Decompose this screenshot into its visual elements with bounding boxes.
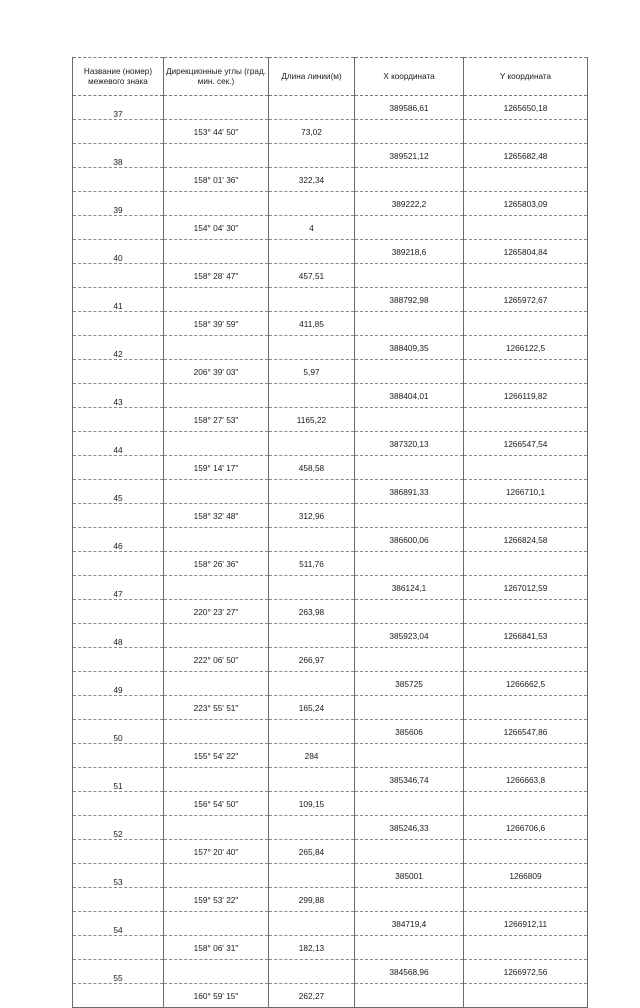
y-coordinate-cell (464, 792, 588, 816)
y-coordinate-cell (464, 408, 588, 432)
point-name-cell: 41 (73, 288, 164, 312)
point-name-cell: 42 (73, 336, 164, 360)
table-row (73, 768, 588, 792)
directional-angle-cell (164, 624, 269, 648)
table-row (73, 360, 588, 384)
point-name-cell: 54 (73, 912, 164, 936)
x-coordinate-cell (355, 600, 464, 624)
table-row (73, 312, 588, 336)
x-coordinate-cell (355, 312, 464, 336)
table-row (73, 504, 588, 528)
line-length-cell (269, 864, 355, 888)
x-coordinate-cell: 388792,98 (355, 288, 464, 312)
x-coordinate-cell (355, 744, 464, 768)
point-name-cell: 50 (73, 720, 164, 744)
directional-angle-cell (164, 336, 269, 360)
line-length-cell: 511,76 (269, 552, 355, 576)
x-coordinate-cell: 389222,2 (355, 192, 464, 216)
y-coordinate-cell: 1265682,48 (464, 144, 588, 168)
line-length-cell (269, 672, 355, 696)
line-length-cell: 263,98 (269, 600, 355, 624)
line-length-cell (269, 528, 355, 552)
y-coordinate-cell (464, 984, 588, 1008)
line-length-cell (269, 912, 355, 936)
y-coordinate-cell: 1266824,58 (464, 528, 588, 552)
table-row (73, 864, 588, 888)
boundary-coordinates-table (72, 57, 588, 1008)
table-row (73, 672, 588, 696)
point-name-cell (73, 600, 164, 624)
directional-angle-cell: 153° 44' 50" (164, 120, 269, 144)
y-coordinate-cell (464, 888, 588, 912)
line-length-cell (269, 384, 355, 408)
table-row (73, 216, 588, 240)
x-coordinate-cell (355, 168, 464, 192)
x-coordinate-cell: 389586,61 (355, 96, 464, 120)
x-coordinate-cell: 386600,06 (355, 528, 464, 552)
x-coordinate-cell (355, 888, 464, 912)
y-coordinate-cell (464, 744, 588, 768)
line-length-cell: 165,24 (269, 696, 355, 720)
point-name-cell (73, 264, 164, 288)
y-coordinate-cell: 1266972,56 (464, 960, 588, 984)
header-x-coordinate: X координата (355, 58, 464, 96)
directional-angle-cell (164, 672, 269, 696)
directional-angle-cell (164, 816, 269, 840)
directional-angle-cell (164, 384, 269, 408)
directional-angle-cell (164, 768, 269, 792)
line-length-cell (269, 432, 355, 456)
point-name-cell (73, 792, 164, 816)
point-name-cell (73, 648, 164, 672)
y-coordinate-cell (464, 216, 588, 240)
x-coordinate-cell: 388409,35 (355, 336, 464, 360)
line-length-cell: 411,85 (269, 312, 355, 336)
directional-angle-cell (164, 96, 269, 120)
line-length-cell: 458,58 (269, 456, 355, 480)
point-name-cell: 46 (73, 528, 164, 552)
point-name-cell (73, 168, 164, 192)
x-coordinate-cell: 385246,33 (355, 816, 464, 840)
y-coordinate-cell (464, 120, 588, 144)
point-name-cell (73, 504, 164, 528)
y-coordinate-cell: 1266119,82 (464, 384, 588, 408)
line-length-cell (269, 288, 355, 312)
point-name-cell: 51 (73, 768, 164, 792)
y-coordinate-cell: 1266809 (464, 864, 588, 888)
x-coordinate-cell (355, 120, 464, 144)
x-coordinate-cell (355, 984, 464, 1008)
x-coordinate-cell: 386124,1 (355, 576, 464, 600)
point-name-cell (73, 552, 164, 576)
x-coordinate-cell: 384568,96 (355, 960, 464, 984)
y-coordinate-cell: 1266912,11 (464, 912, 588, 936)
line-length-cell (269, 720, 355, 744)
x-coordinate-cell: 385606 (355, 720, 464, 744)
line-length-cell: 5,97 (269, 360, 355, 384)
line-length-cell (269, 576, 355, 600)
line-length-cell (269, 816, 355, 840)
x-coordinate-cell (355, 360, 464, 384)
table-row (73, 288, 588, 312)
line-length-cell (269, 480, 355, 504)
x-coordinate-cell: 385346,74 (355, 768, 464, 792)
y-coordinate-cell (464, 168, 588, 192)
directional-angle-cell (164, 288, 269, 312)
point-name-cell (73, 696, 164, 720)
y-coordinate-cell: 1266122,5 (464, 336, 588, 360)
directional-angle-cell (164, 192, 269, 216)
table-row (73, 720, 588, 744)
y-coordinate-cell: 1266706,6 (464, 816, 588, 840)
y-coordinate-cell: 1265972,67 (464, 288, 588, 312)
line-length-cell: 262,27 (269, 984, 355, 1008)
point-name-cell (73, 408, 164, 432)
y-coordinate-cell: 1266841,53 (464, 624, 588, 648)
directional-angle-cell: 160° 59' 15" (164, 984, 269, 1008)
directional-angle-cell (164, 480, 269, 504)
x-coordinate-cell (355, 552, 464, 576)
line-length-cell (269, 192, 355, 216)
directional-angle-cell (164, 960, 269, 984)
directional-angle-cell: 158° 32' 48" (164, 504, 269, 528)
x-coordinate-cell (355, 648, 464, 672)
line-length-cell (269, 144, 355, 168)
line-length-cell (269, 240, 355, 264)
x-coordinate-cell: 385001 (355, 864, 464, 888)
header-y-coordinate: Y координата (464, 58, 588, 96)
point-name-cell (73, 744, 164, 768)
x-coordinate-cell (355, 936, 464, 960)
point-name-cell: 40 (73, 240, 164, 264)
line-length-cell: 109,15 (269, 792, 355, 816)
line-length-cell: 284 (269, 744, 355, 768)
directional-angle-cell: 154° 04' 30" (164, 216, 269, 240)
directional-angle-cell (164, 576, 269, 600)
line-length-cell (269, 624, 355, 648)
y-coordinate-cell (464, 648, 588, 672)
y-coordinate-cell: 1266547,86 (464, 720, 588, 744)
line-length-cell (269, 96, 355, 120)
line-length-cell: 182,13 (269, 936, 355, 960)
table-row (73, 624, 588, 648)
point-name-cell (73, 936, 164, 960)
point-name-cell: 37 (73, 96, 164, 120)
header-directional-angle: Дирекционные углы (град. мин. сек.) (164, 58, 269, 96)
x-coordinate-cell: 387320,13 (355, 432, 464, 456)
directional-angle-cell: 159° 14' 17" (164, 456, 269, 480)
line-length-cell: 1165,22 (269, 408, 355, 432)
directional-angle-cell: 222° 06' 50" (164, 648, 269, 672)
line-length-cell (269, 768, 355, 792)
table-row (73, 144, 588, 168)
point-name-cell (73, 456, 164, 480)
directional-angle-cell (164, 432, 269, 456)
table-header (73, 58, 588, 96)
header-line-length: Длина линии(м) (269, 58, 355, 96)
point-name-cell (73, 888, 164, 912)
directional-angle-cell: 157° 20' 40" (164, 840, 269, 864)
table-row (73, 696, 588, 720)
directional-angle-cell (164, 912, 269, 936)
table-row (73, 336, 588, 360)
y-coordinate-cell: 1266710,1 (464, 480, 588, 504)
table-row (73, 552, 588, 576)
directional-angle-cell: 223° 55' 51" (164, 696, 269, 720)
header-row (73, 58, 588, 96)
directional-angle-cell (164, 144, 269, 168)
y-coordinate-cell (464, 600, 588, 624)
y-coordinate-cell (464, 312, 588, 336)
table-row (73, 576, 588, 600)
table-row (73, 744, 588, 768)
header-point-name: Название (номер) межевого знака (73, 58, 164, 96)
table-row (73, 264, 588, 288)
y-coordinate-cell (464, 456, 588, 480)
table-row (73, 888, 588, 912)
point-name-cell: 55 (73, 960, 164, 984)
table-row (73, 96, 588, 120)
table-row (73, 120, 588, 144)
x-coordinate-cell: 389521,12 (355, 144, 464, 168)
point-name-cell (73, 312, 164, 336)
point-name-cell (73, 840, 164, 864)
table-row (73, 192, 588, 216)
y-coordinate-cell (464, 696, 588, 720)
table-row (73, 840, 588, 864)
directional-angle-cell: 158° 28' 47" (164, 264, 269, 288)
x-coordinate-cell: 388404,01 (355, 384, 464, 408)
y-coordinate-cell: 1266547,54 (464, 432, 588, 456)
directional-angle-cell (164, 864, 269, 888)
point-name-cell (73, 120, 164, 144)
x-coordinate-cell: 384719,4 (355, 912, 464, 936)
table-row (73, 240, 588, 264)
directional-angle-cell: 220° 23' 27" (164, 600, 269, 624)
directional-angle-cell: 158° 06' 31" (164, 936, 269, 960)
y-coordinate-cell: 1265804,84 (464, 240, 588, 264)
point-name-cell: 48 (73, 624, 164, 648)
y-coordinate-cell: 1267012,59 (464, 576, 588, 600)
directional-angle-cell: 158° 27' 53" (164, 408, 269, 432)
table-row (73, 384, 588, 408)
x-coordinate-cell (355, 696, 464, 720)
x-coordinate-cell (355, 504, 464, 528)
x-coordinate-cell: 389218,6 (355, 240, 464, 264)
line-length-cell: 457,51 (269, 264, 355, 288)
directional-angle-cell: 158° 01' 36" (164, 168, 269, 192)
table-row (73, 480, 588, 504)
point-name-cell: 39 (73, 192, 164, 216)
line-length-cell: 312,96 (269, 504, 355, 528)
line-length-cell: 4 (269, 216, 355, 240)
line-length-cell: 322,34 (269, 168, 355, 192)
table-row (73, 432, 588, 456)
table-body (73, 96, 588, 1008)
point-name-cell (73, 984, 164, 1008)
x-coordinate-cell (355, 792, 464, 816)
directional-angle-cell: 158° 39' 59" (164, 312, 269, 336)
x-coordinate-cell: 386891,33 (355, 480, 464, 504)
point-name-cell: 45 (73, 480, 164, 504)
table-row (73, 648, 588, 672)
y-coordinate-cell (464, 552, 588, 576)
line-length-cell (269, 960, 355, 984)
x-coordinate-cell: 385725 (355, 672, 464, 696)
point-name-cell (73, 216, 164, 240)
table-row (73, 912, 588, 936)
directional-angle-cell: 159° 53' 22" (164, 888, 269, 912)
point-name-cell: 43 (73, 384, 164, 408)
x-coordinate-cell (355, 408, 464, 432)
point-name-cell: 49 (73, 672, 164, 696)
directional-angle-cell (164, 240, 269, 264)
line-length-cell: 265,84 (269, 840, 355, 864)
point-name-cell: 44 (73, 432, 164, 456)
line-length-cell (269, 336, 355, 360)
y-coordinate-cell (464, 504, 588, 528)
directional-angle-cell: 156° 54' 50" (164, 792, 269, 816)
table-row (73, 792, 588, 816)
line-length-cell: 73,02 (269, 120, 355, 144)
directional-angle-cell: 206° 39' 03" (164, 360, 269, 384)
y-coordinate-cell (464, 360, 588, 384)
point-name-cell: 52 (73, 816, 164, 840)
table-row (73, 168, 588, 192)
x-coordinate-cell (355, 264, 464, 288)
x-coordinate-cell: 385923,04 (355, 624, 464, 648)
y-coordinate-cell (464, 936, 588, 960)
x-coordinate-cell (355, 216, 464, 240)
table-row (73, 408, 588, 432)
point-name-cell (73, 360, 164, 384)
y-coordinate-cell: 1266662,5 (464, 672, 588, 696)
point-name-cell: 53 (73, 864, 164, 888)
directional-angle-cell (164, 720, 269, 744)
line-length-cell: 299,88 (269, 888, 355, 912)
table-row (73, 816, 588, 840)
y-coordinate-cell: 1265803,09 (464, 192, 588, 216)
table-row (73, 528, 588, 552)
y-coordinate-cell: 1266663,8 (464, 768, 588, 792)
x-coordinate-cell (355, 456, 464, 480)
table-row (73, 960, 588, 984)
table-row (73, 936, 588, 960)
directional-angle-cell: 158° 26' 36" (164, 552, 269, 576)
directional-angle-cell: 155° 54' 22" (164, 744, 269, 768)
table-row (73, 456, 588, 480)
table-row (73, 600, 588, 624)
y-coordinate-cell: 1265650,18 (464, 96, 588, 120)
table-row (73, 984, 588, 1008)
y-coordinate-cell (464, 840, 588, 864)
directional-angle-cell (164, 528, 269, 552)
point-name-cell: 38 (73, 144, 164, 168)
line-length-cell: 266,97 (269, 648, 355, 672)
y-coordinate-cell (464, 264, 588, 288)
x-coordinate-cell (355, 840, 464, 864)
point-name-cell: 47 (73, 576, 164, 600)
